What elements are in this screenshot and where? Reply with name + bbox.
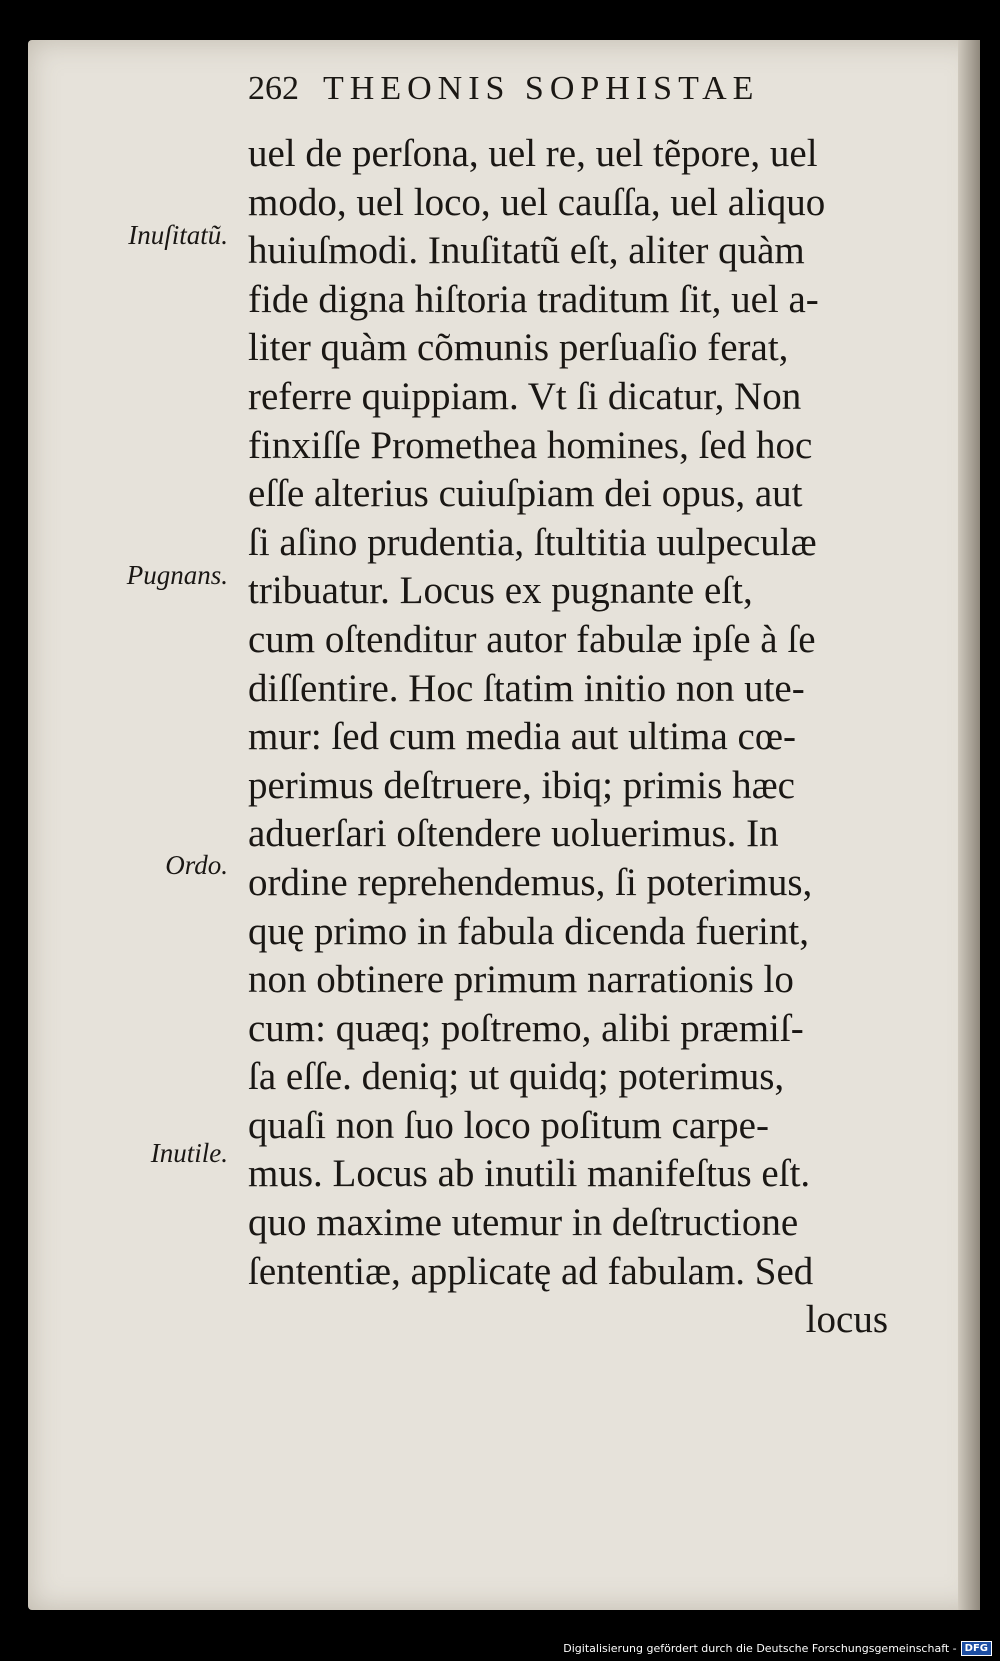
text-line: non obtinere primum narrationis lo	[248, 958, 794, 1002]
text-line: referre quippiam. Vt ſi dicatur, Non	[248, 374, 802, 418]
text-line: modo, uel loco, uel cauſſa, uel aliquo	[248, 180, 826, 224]
page-number: 262	[248, 70, 299, 107]
margin-note-inutile: Inutile.	[150, 1138, 228, 1168]
text-line: fide digna hiſtoria traditum ſit, uel a-	[248, 277, 819, 321]
text-line: cum oſtenditur autor fabulæ ipſe à ſe	[248, 617, 816, 661]
running-title: THEONIS SOPHISTAE	[323, 70, 760, 107]
text-line: ſa eſſe. deniq; ut quidq; poterimus,	[248, 1055, 785, 1099]
text-line: quę primo in fabula dicenda fuerint,	[248, 909, 809, 953]
margin-note-pugnans: Pugnans.	[126, 560, 228, 590]
text-line: eſſe alterius cuiuſpiam dei opus, aut	[248, 472, 803, 516]
footer-text: Digitalisierung gefördert durch die Deutsche Forschungsgemeinschaft -	[563, 1641, 957, 1655]
text-line: aduerſari oſtendere uoluerimus. In	[248, 812, 779, 856]
page-edge	[958, 40, 980, 1610]
text-line: quo maxime utemur in deſtructione	[248, 1201, 799, 1245]
text-line: cum: quæq; poſtremo, alibi præmiſ-	[248, 1006, 804, 1050]
dfg-logo-icon: DFG	[961, 1641, 992, 1656]
text-line: liter quàm cõmunis perſuaſio ferat,	[248, 326, 789, 370]
text-line: mus. Locus ab inutili manifeſtus eſt.	[248, 1152, 811, 1196]
text-line: perimus deſtruere, ibiq; primis hæc	[248, 763, 795, 807]
text-line: uel de perſona, uel re, uel tẽpore, uel	[248, 132, 818, 175]
text-line: mur: ſed cum media aut ultima cœ-	[248, 715, 796, 759]
text-line: ordine reprehendemus, ſi poterimus,	[248, 860, 813, 904]
catchword: locus	[805, 1298, 888, 1342]
margin-note-inusitatum: Inuſitatũ.	[128, 220, 228, 250]
text-line: quaſi non ſuo loco poſitum carpe-	[248, 1103, 769, 1147]
text-line: diſſentire. Hoc ſtatim initio non ute-	[248, 666, 805, 710]
text-line: ſententiæ, applicatę ad fabulam. Sed	[248, 1249, 814, 1293]
text-line: ſi aſino prudentia, ſtultitia uulpeculæ	[248, 520, 817, 564]
text-line: tribuatur. Locus ex pugnante eſt,	[248, 569, 753, 613]
footer	[563, 1637, 992, 1659]
text-block	[248, 130, 888, 1345]
text-line: huiuſmodi. Inuſitatũ eſt, aliter quàm	[248, 229, 805, 273]
margin-note-ordo: Ordo.	[165, 850, 228, 880]
running-head	[248, 70, 868, 108]
text-line: finxiſſe Promethea homines, ſed hoc	[248, 423, 813, 467]
